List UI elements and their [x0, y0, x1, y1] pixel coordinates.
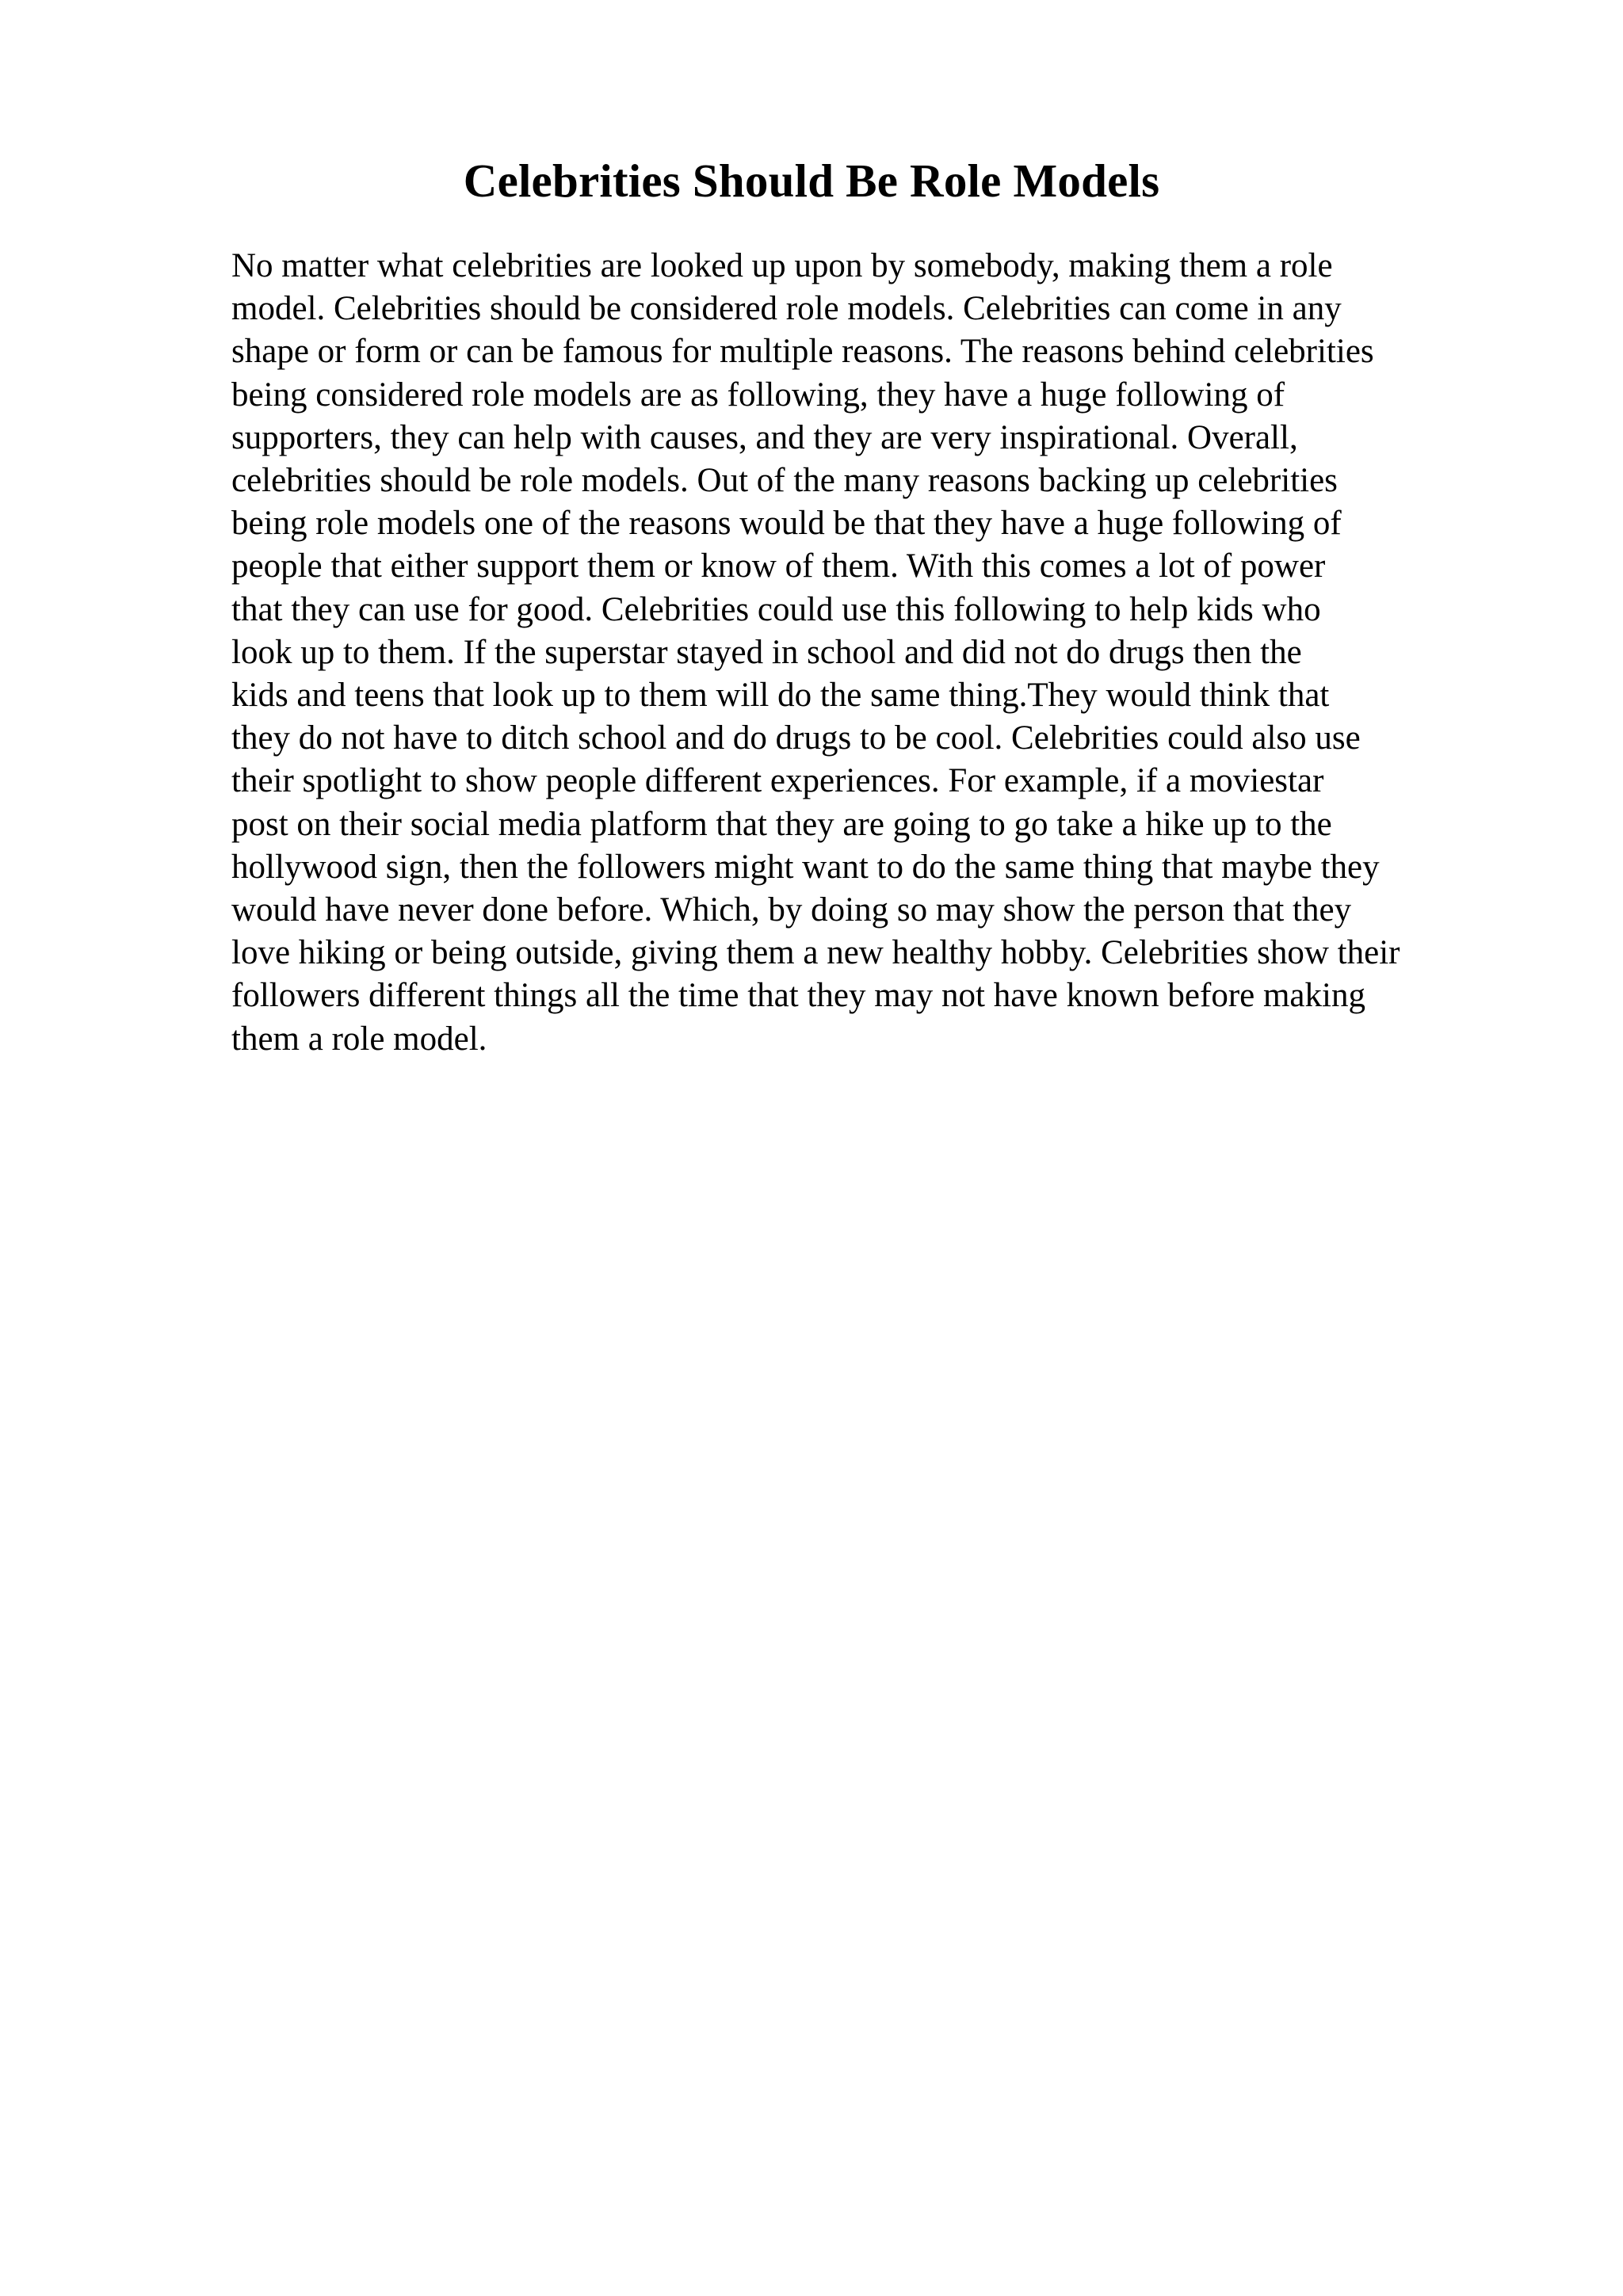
document-title: Celebrities Should Be Role Models: [463, 154, 1160, 207]
paragraph-line: celebrities should be role models. Out of the many reasons backing up celebrities: [231, 462, 1338, 500]
paragraph-line: that they can use for good. Celebrities could use this following to help kids who: [231, 590, 1321, 628]
paragraph-line: shape or form or can be famous for multiple reasons. The reasons behind celebrities: [231, 333, 1374, 371]
paragraph-line: love hiking or being outside, giving them a new healthy hobby. Celebrities show their: [231, 934, 1400, 972]
paragraph-line: people that either support them or know of them. With this comes a lot of power: [231, 547, 1326, 585]
paragraph-line: would have never done before. Which, by doing so may show the person that they: [231, 891, 1352, 929]
paragraph-line: post on their social media platform that they are going to go take a hike up to the: [231, 805, 1332, 843]
paragraph-line: their spotlight to show people different experiences. For example, if a moviestar: [231, 762, 1324, 800]
paragraph-line: supporters, they can help with causes, and they are very inspirational. Overall,: [231, 418, 1298, 456]
essay-paragraph: [231, 245, 1515, 1061]
paragraph-line: model. Celebrities should be considered role models. Celebrities can come in any: [231, 290, 1342, 328]
paragraph-line: hollywood sign, then the followers might want to do the same thing that maybe they: [231, 848, 1380, 886]
paragraph-line: followers different things all the time that they may not have known before making: [231, 977, 1365, 1015]
paragraph-line: being considered role models are as following, they have a huge following of: [231, 376, 1285, 414]
paragraph-line: look up to them. If the superstar stayed in school and did not do drugs then the: [231, 633, 1302, 671]
paragraph-line: kids and teens that look up to them will do the same thing.They would think that: [231, 677, 1330, 715]
paragraph-line: them a role model.: [231, 1020, 487, 1058]
paragraph-line: being role models one of the reasons would be that they have a huge following of: [231, 505, 1342, 543]
paragraph-line: No matter what celebrities are looked up upon by somebody, making them a role: [231, 247, 1333, 284]
paragraph-line: they do not have to ditch school and do drugs to be cool. Celebrities could also use: [231, 719, 1361, 757]
